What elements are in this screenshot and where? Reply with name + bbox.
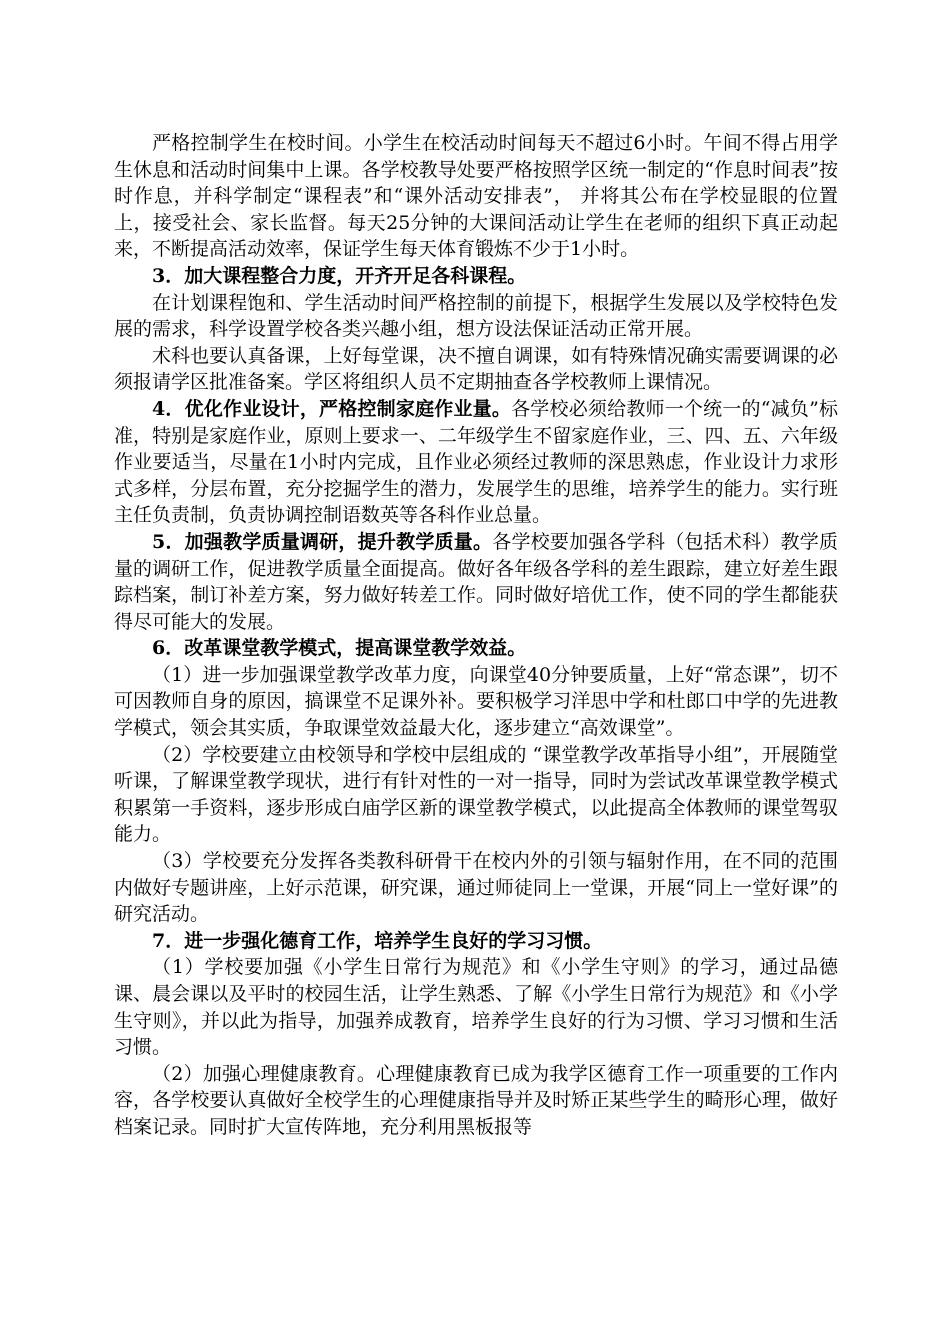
paragraph-art-subjects bbox=[114, 343, 838, 396]
section-heading-6 bbox=[114, 635, 838, 662]
paragraph-text: 各学校要加强各学科（包括术科）教学质量的调研工作，促进教学质量全面提高。做好各年级各学科的差生跟踪，建立好差生跟踪档案，制订补差方案，努力做好转差工作。同时做好培优工作，使不同的学生都能获得尽可能大的发展。 bbox=[114, 530, 838, 633]
paragraph-school-time bbox=[114, 130, 838, 263]
section-heading-7 bbox=[114, 928, 838, 955]
paragraph-heading: 5．加强教学质量调研，提升教学质量。 bbox=[152, 530, 493, 553]
paragraph-interest-groups bbox=[114, 290, 838, 343]
paragraph-text: （1）进一步加强课堂教学改革力度，向课堂40分钟要质量，上好“常态课”，切不可因教师自身的原因，搞课堂不足课外补。要积极学习洋思中学和杜郎口中学的先进教学模式，领会其实质，争取课堂效益最大化，逐步建立“高效课堂”。 bbox=[114, 663, 838, 740]
paragraph-text: （1）学校要加强《小学生日常行为规范》和《小学生守则》的学习，通过品德课、晨会课以及平时的校园生活，让学生熟悉、了解《小学生日常行为规范》和《小学生守则》，并以此为指导，加强养成教育，培养学生良好的行为习惯、学习习惯和生活习惯。 bbox=[114, 956, 838, 1059]
paragraph-6-1 bbox=[114, 662, 838, 742]
paragraph-heading: 6．改革课堂教学模式，提高课堂教学效益。 bbox=[152, 637, 527, 660]
paragraph-text: （3）学校要充分发挥各类教科研骨干在校内外的引领与辐射作用，在不同的范围内做好专题讲座，上好示范课，研究课，通过师徒同上一堂课，开展“同上一堂好课”的研究活动。 bbox=[114, 850, 838, 926]
paragraph-6-2 bbox=[114, 742, 838, 848]
paragraph-text: 各学校必须给教师一个统一的“减负”标准，特别是家庭作业，原则上要求一、二年级学生不留家庭作业，三、四、五、六年级作业要适当，尽量在1小时内完成，且作业必须经过教师的深思熟虑，作业设计力求形式多样，分层布置，充分挖掘学生的潜力，发展学生的思维，培养学生的能力。实行班主任负责制，负责协调控制语数英等各科作业总量。 bbox=[114, 397, 838, 527]
paragraph-6-3 bbox=[114, 848, 838, 928]
section-5-quality bbox=[114, 529, 838, 635]
paragraph-7-2 bbox=[114, 1061, 838, 1141]
section-heading-3 bbox=[114, 263, 838, 290]
paragraph-heading: 4．优化作业设计，严格控制家庭作业量。 bbox=[152, 397, 512, 420]
paragraph-heading: 7．进一步强化德育工作，培养学生良好的学习习惯。 bbox=[152, 929, 603, 952]
paragraph-text: （2）加强心理健康教育。心理健康教育已成为我学区德育工作一项重要的工作内容，各学校要认真做好全校学生的心理健康指导并及时矫正某些学生的畸形心理，做好档案记录。同时扩大宣传阵地，充分利用黑板报等 bbox=[114, 1062, 838, 1138]
section-4-homework bbox=[114, 396, 838, 529]
paragraph-text: 严格控制学生在校时间。小学生在校活动时间每天不超过6小时。午间不得占用学生休息和活动时间集中上课。各学校教导处要严格按照学区统一制定的“作息时间表”按时作息，并科学制定“课程表”和“课外活动安排表”， 并将其公布在学校显眼的位置上，接受社会、家长监督。每天25分钟的大课间活动让学生在老师的组织下真正动起来，不断提高活动效率，保证学生每天体育锻炼不少于1小时。 bbox=[114, 132, 838, 261]
paragraph-text: （2）学校要建立由校领导和学校中层组成的 “课堂教学改革指导小组”，开展随堂听课，了解课堂教学现状，进行有针对性的一对一指导，同时为尝试改革课堂教学模式积累第一手资料，逐步形成白庙学区新的课堂教学模式，以此提高全体教师的课堂驾驭能力。 bbox=[114, 743, 838, 846]
paragraph-heading: 3．加大课程整合力度，开齐开足各科课程。 bbox=[152, 264, 527, 287]
paragraph-text: 在计划课程饱和、学生活动时间严格控制的前提下，根据学生发展以及学校特色发展的需求，科学设置学校各类兴趣小组，想方设法保证活动正常开展。 bbox=[114, 291, 838, 341]
paragraph-7-1 bbox=[114, 954, 838, 1060]
paragraph-text: 术科也要认真备课，上好每堂课，决不擅自调课，如有特殊情况确实需要调课的必须报请学区批准备案。学区将组织人员不定期抽查各学校教师上课情况。 bbox=[114, 344, 838, 394]
